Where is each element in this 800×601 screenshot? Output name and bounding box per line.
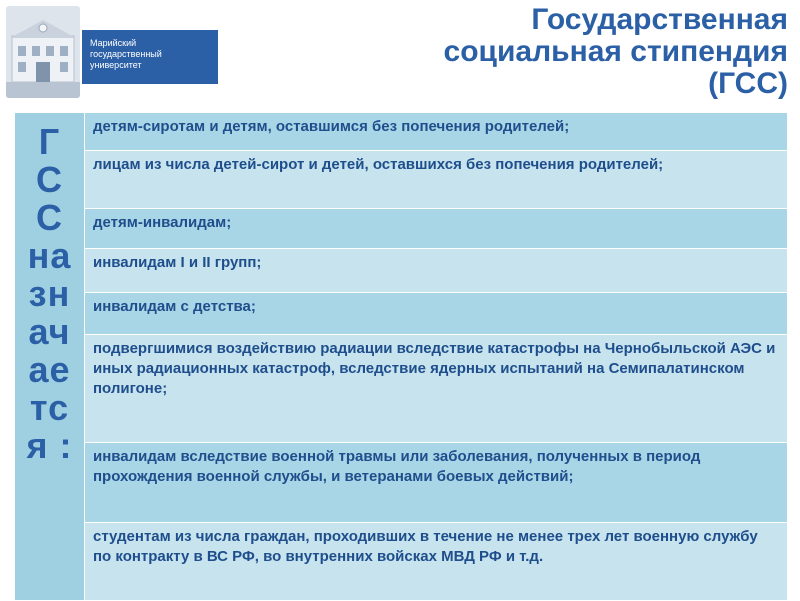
- title-line: (ГСС): [708, 67, 788, 100]
- page-title: [268, 4, 788, 100]
- side-label-part: С: [36, 197, 63, 238]
- list-item: инвалидам с детства;: [85, 293, 788, 335]
- university-name-box: Марийский государственный университет: [82, 30, 218, 84]
- side-label-part: Г: [38, 121, 61, 162]
- list-item: подвергшимися воздействию радиации вследствие катастрофы на Чернобыльской АЭС и иных радиационных катастроф, вследствие ядерных испытаний на Семипалатинском полигоне;: [85, 335, 788, 443]
- title-line: Государственная: [531, 3, 788, 36]
- side-label-part: тс: [29, 387, 70, 428]
- scholarship-recipients-table: [14, 112, 788, 601]
- list-item: детям-сиротам и детям, оставшимся без попечения родителей;: [85, 113, 788, 151]
- side-label-part: я :: [26, 425, 73, 466]
- side-label-part: ач: [28, 311, 71, 352]
- side-label-part: зн: [28, 273, 71, 314]
- side-label-part: на: [27, 235, 72, 276]
- list-item: инвалидам вследствие военной травмы или заболевания, полученных в период прохождения военной службы, и ветеранами боевых действий;: [85, 443, 788, 523]
- side-label-part: ае: [28, 349, 71, 390]
- list-item: студентам из числа граждан, проходивших в течение не менее трех лет военную службу по контракту в ВС РФ, во внутренних войсках МВД РФ и т.д.: [85, 523, 788, 601]
- university-building-photo: [6, 6, 80, 98]
- title-line: социальная стипендия: [443, 35, 788, 68]
- list-item: детям-инвалидам;: [85, 209, 788, 249]
- list-item: лицам из числа детей-сирот и детей, оставшихся без попечения родителей;: [85, 151, 788, 209]
- side-label: [15, 113, 85, 601]
- side-label-part: С: [36, 159, 63, 200]
- list-item: инвалидам I и II групп;: [85, 249, 788, 293]
